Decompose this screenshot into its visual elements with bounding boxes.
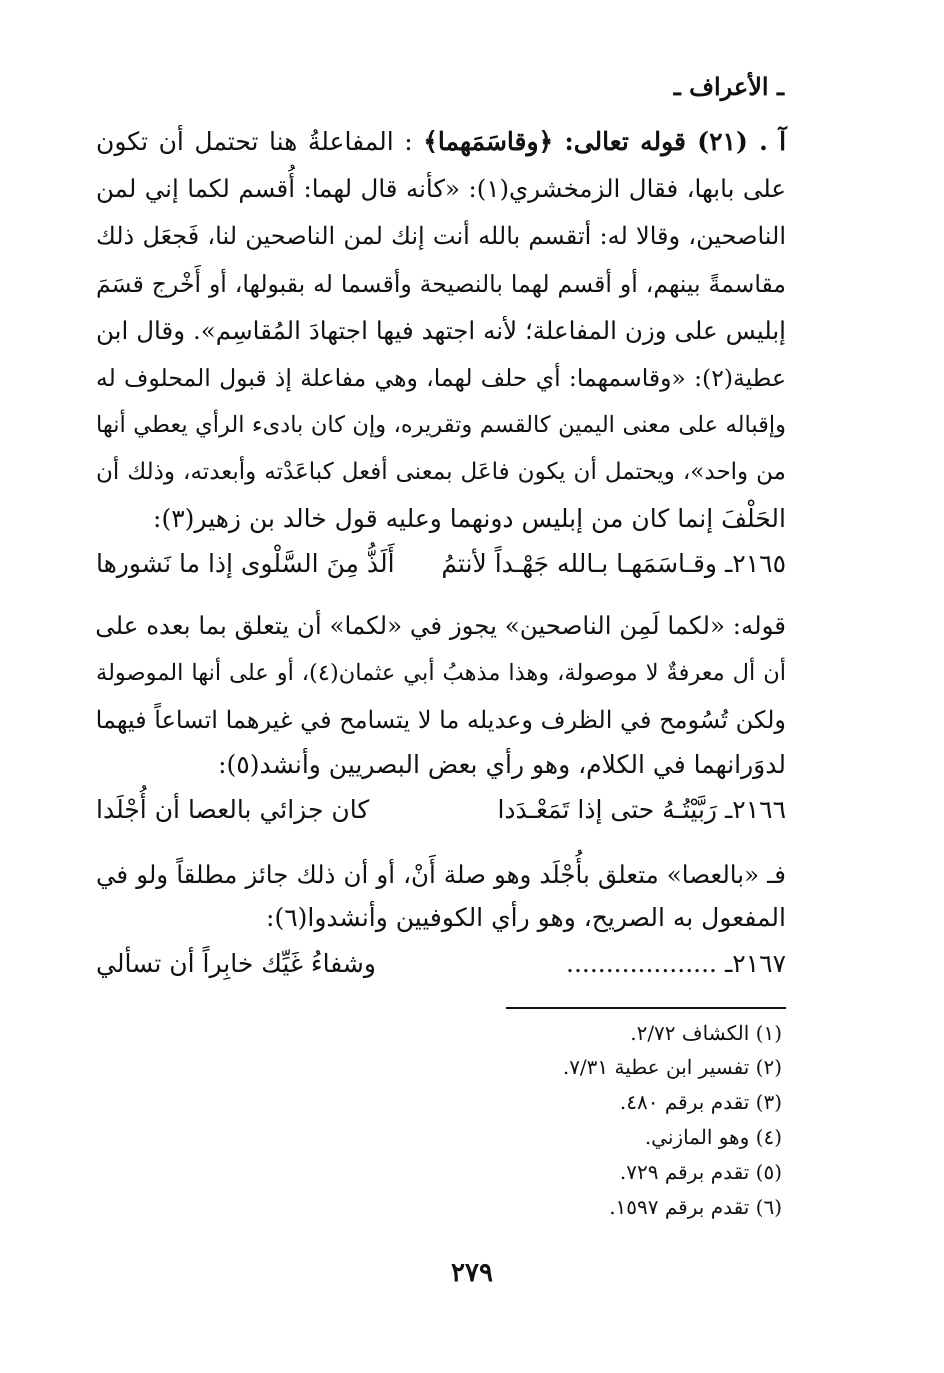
paragraph-1-line-5: إبليس على وزن المفاعلة؛ لأنه اجتهد فيها اجتهادَ المُقاسِم». وقال ابن [96,316,786,345]
verse-2165 [96,544,786,584]
verse-2166-hemistich-1: رَبَّيْتُـهُ حتى إذا تَمَعْـدَدا [497,795,717,824]
paragraph-1-line-3: الناصحين، وقالا له: أتقسم بالله أنت إنك لمن الناصحين لنا، فَجعَل ذلك [96,222,786,250]
verse-2165-hemistich-1: وقـاسَمَهـا بـالله جَهْـداً لأنتمُ [441,549,717,578]
verse-2165-hemistich-2: أَلَذُّ مِنَ السَّلْوى إذا ما نَشورها [96,549,395,578]
verse-2167-first-half [566,944,786,984]
verse-2166-number: ٢١٦٦ـ [724,795,786,824]
running-header: ـ الأعراف ـ [673,72,784,101]
verse-2167 [96,944,786,984]
verse-2165-number: ٢١٦٥ـ [724,549,786,578]
footnote-4: (٤) وهو المازني. [644,1125,782,1149]
paragraph-2-line-3: ولكن تُسُومح في الظرف وعديله ما لا يتسامح في غيرهما اتساعاً فيهما [95,706,786,734]
paragraph-1-line-4: مقاسمةً بينهم، أو أقسم لهما بالنصيحة وأقسما له بقبولها، أو أَخْرج قسَمَ [96,270,786,298]
paragraph-3-line-1: فـ «بالعصا» متعلق بأُجْلَد وهو صلة أَنْ، أو أن ذلك جائز مطلقاً ولو في [96,860,786,889]
paragraph-1-line-1-rest: : المفاعلةُ هنا تحتمل أن تكون [96,127,413,156]
paragraph-1-line-2: على بابها، فقال الزمخشري(١): «كأنه قال لهما: أُقسم لكما إني لمن [96,174,786,203]
footnote-1: (١) الكشاف ٢/٧٢. [630,1021,782,1045]
page-number: ٢٧٩ [451,1258,493,1288]
paragraph-2-line-1: قوله: «لكما لَمِن الناصحين» يجوز في «لكما» أن يتعلق بما بعده على [95,611,786,640]
verse-2166-hemistich-2: كان جزائي بالعصا أن أُجْلَدا [96,795,370,824]
verse-2166-first-half [497,790,786,830]
paragraph-2-line-2: أن أل معرفةٌ لا موصولة، وهذا مذهبُ أبي عثمان(٤)، أو على أنها الموصولة [96,660,786,686]
footnote-6: (٦) تقدم برقم ١٥٩٧. [609,1195,782,1219]
verse-2167-hemistich-2: وشفاءُ غَيِّك خابِراً أن تسألي [96,949,376,978]
verse-reference: آ . (٢١) قوله تعالى: ﴿وقاسَمَهما﴾ [423,127,787,156]
footnote-5: (٥) تقدم برقم ٧٢٩. [619,1160,782,1184]
footnote-3: (٣) تقدم برقم ٤٨٠. [619,1090,782,1114]
paragraph-2-line-4: لدوَرانهما في الكلام، وهو رأي بعض البصريين وأنشد(٥): [218,750,786,779]
verse-2165-first-half [441,544,786,584]
paragraph-1-line-7: وإقباله على معنى اليمين كالقسم وتقريره، وإن كان بادىء الرأي يعطي أنها [96,412,786,438]
footnote-2: (٢) تفسير ابن عطية ٧/٣١. [562,1055,782,1079]
footnote-divider [506,1007,786,1009]
paragraph-1-line-6: عطية(٢): «وقاسمهما: أي حلف لهما، وهي مفاعلة إذ قبول المحلوف له [96,364,786,392]
paragraph-3-line-2: المفعول به الصريح، وهو رأي الكوفيين وأنشدوا(٦): [266,903,786,932]
verse-2167-number: ٢١٦٧ـ [724,949,786,978]
paragraph-1-line-8: من واحد»، ويحتمل أن يكون فاعَل بمعنى أفعل كباعَدْته وأبعدته، وذلك أن [96,459,786,485]
paragraph-1-line-9: الحَلْفَ إنما كان من إبليس دونهما وعليه قول خالد بن زهير(٣): [153,504,786,533]
verse-2166 [96,790,786,830]
paragraph-1-line-1 [96,122,786,162]
verse-2167-hemistich-1: ................... [566,949,717,978]
